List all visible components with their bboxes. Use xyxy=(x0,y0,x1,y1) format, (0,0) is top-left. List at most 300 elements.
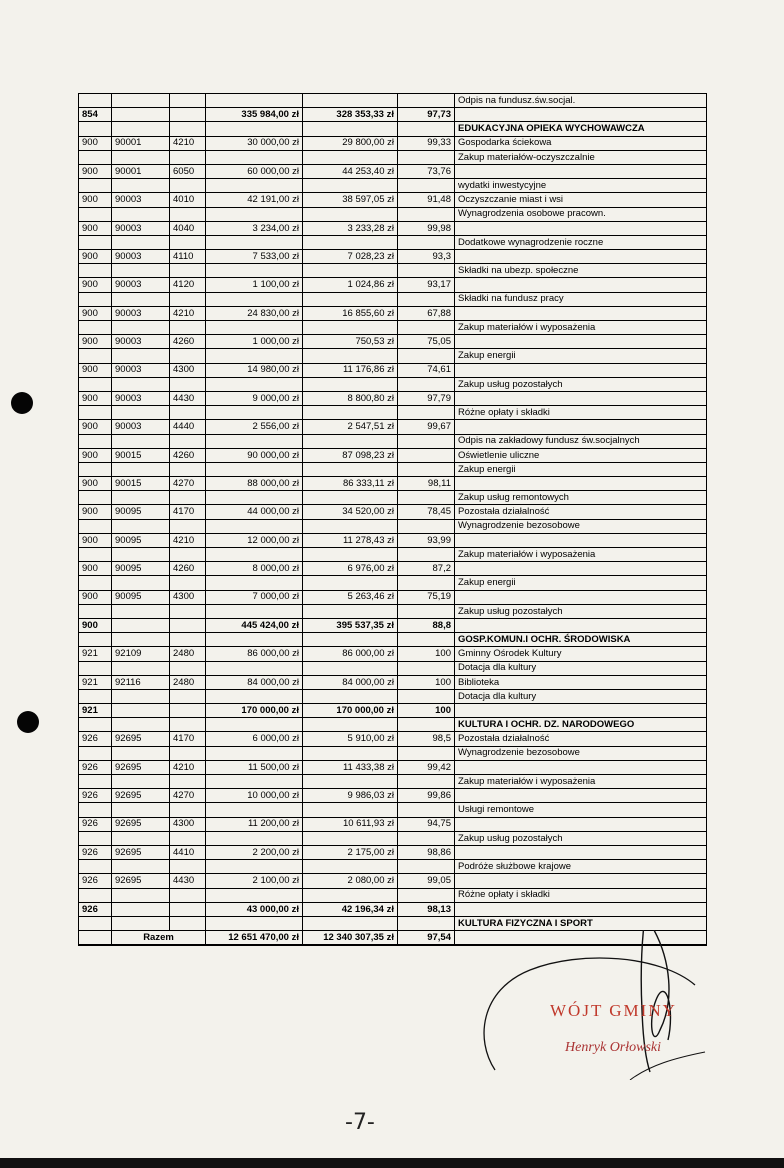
procent-cell: 98,86 xyxy=(398,845,455,859)
wykonanie-cell: 86 333,11 zł xyxy=(303,477,398,491)
rozdzial-cell xyxy=(112,150,170,164)
procent-cell: 100 xyxy=(398,647,455,661)
dzial-cell xyxy=(79,377,112,391)
description-cell: Zakup usług remontowych xyxy=(455,491,707,505)
dzial-cell: 926 xyxy=(79,760,112,774)
wykonanie-cell: 11 433,38 zł xyxy=(303,760,398,774)
table-row xyxy=(79,732,707,746)
plan-cell: 9 000,00 zł xyxy=(206,391,303,405)
table-row xyxy=(79,633,707,647)
procent-cell: 100 xyxy=(398,704,455,718)
plan-cell xyxy=(206,746,303,760)
plan-cell xyxy=(206,548,303,562)
table-row xyxy=(79,363,707,377)
procent-cell xyxy=(398,207,455,221)
description-cell: Różne opłaty i składki xyxy=(455,888,707,902)
table-row xyxy=(79,250,707,264)
rozdzial-cell xyxy=(112,831,170,845)
rozdzial-cell: 90003 xyxy=(112,363,170,377)
paragraf-cell xyxy=(170,321,206,335)
paragraf-cell: 4010 xyxy=(170,193,206,207)
wykonanie-cell xyxy=(303,661,398,675)
rozdzial-cell: 92116 xyxy=(112,675,170,689)
table-row xyxy=(79,193,707,207)
paragraf-cell xyxy=(170,150,206,164)
dzial-cell: 900 xyxy=(79,363,112,377)
table-row xyxy=(79,590,707,604)
paragraf-cell: 4270 xyxy=(170,789,206,803)
wykonanie-cell: 10 611,93 zł xyxy=(303,817,398,831)
description-cell: wydatki inwestycyjne xyxy=(455,179,707,193)
table-row xyxy=(79,675,707,689)
wykonanie-cell: 86 000,00 zł xyxy=(303,647,398,661)
plan-cell xyxy=(206,775,303,789)
paragraf-cell: 4430 xyxy=(170,874,206,888)
plan-cell: 10 000,00 zł xyxy=(206,789,303,803)
wykonanie-cell xyxy=(303,775,398,789)
paragraf-cell: 4210 xyxy=(170,306,206,320)
wykonanie-cell xyxy=(303,179,398,193)
description-cell: Gospodarka ściekowa xyxy=(455,136,707,150)
wykonanie-cell: 16 855,60 zł xyxy=(303,306,398,320)
table-row xyxy=(79,888,707,902)
dzial-cell xyxy=(79,548,112,562)
paragraf-cell xyxy=(170,604,206,618)
wykonanie-cell xyxy=(303,746,398,760)
description-cell: Wynagrodzenie bezosobowe xyxy=(455,519,707,533)
dzial-cell: 900 xyxy=(79,250,112,264)
description-cell: Pozostała działalność xyxy=(455,505,707,519)
description-cell: Zakup usług pozostałych xyxy=(455,604,707,618)
paragraf-cell: 4430 xyxy=(170,391,206,405)
description-cell xyxy=(455,704,707,718)
rozdzial-cell xyxy=(112,746,170,760)
dzial-cell xyxy=(79,207,112,221)
description-cell: Dodatkowe wynagrodzenie roczne xyxy=(455,235,707,249)
wykonanie-cell: 29 800,00 zł xyxy=(303,136,398,150)
description-cell: Różne opłaty i składki xyxy=(455,406,707,420)
plan-cell: 7 000,00 zł xyxy=(206,590,303,604)
plan-cell: 14 980,00 zł xyxy=(206,363,303,377)
table-row xyxy=(79,136,707,150)
table-row xyxy=(79,207,707,221)
wykonanie-cell: 328 353,33 zł xyxy=(303,108,398,122)
description-cell xyxy=(455,874,707,888)
rozdzial-cell: 90003 xyxy=(112,306,170,320)
table-row xyxy=(79,349,707,363)
description-cell: Zakup energii xyxy=(455,462,707,476)
paragraf-cell: 4110 xyxy=(170,250,206,264)
description-cell: Zakup materiałów i wyposażenia xyxy=(455,775,707,789)
rozdzial-cell xyxy=(112,108,170,122)
paragraf-cell xyxy=(170,718,206,732)
plan-cell xyxy=(206,860,303,874)
page-number: -7- xyxy=(345,1110,375,1135)
dzial-cell: 854 xyxy=(79,108,112,122)
paragraf-cell xyxy=(170,860,206,874)
paragraf-cell xyxy=(170,888,206,902)
plan-cell: 1 100,00 zł xyxy=(206,278,303,292)
procent-cell: 73,76 xyxy=(398,164,455,178)
description-cell: Dotacja dla kultury xyxy=(455,689,707,703)
table-row xyxy=(79,94,707,108)
wykonanie-cell xyxy=(303,803,398,817)
rozdzial-cell: 90095 xyxy=(112,562,170,576)
procent-cell: 99,05 xyxy=(398,874,455,888)
dzial-cell xyxy=(79,689,112,703)
wykonanie-cell xyxy=(303,264,398,278)
paragraf-cell xyxy=(170,491,206,505)
table-row xyxy=(79,462,707,476)
rozdzial-cell xyxy=(112,689,170,703)
dzial-cell xyxy=(79,803,112,817)
paragraf-cell: 4170 xyxy=(170,505,206,519)
dzial-cell xyxy=(79,746,112,760)
procent-cell xyxy=(398,122,455,136)
wykonanie-cell xyxy=(303,150,398,164)
dzial-cell: 900 xyxy=(79,448,112,462)
punch-hole-top xyxy=(11,392,33,414)
rozdzial-cell xyxy=(112,803,170,817)
wykonanie-cell xyxy=(303,548,398,562)
plan-cell: 24 830,00 zł xyxy=(206,306,303,320)
rozdzial-cell xyxy=(112,718,170,732)
table-row xyxy=(79,406,707,420)
rozdzial-cell: 90095 xyxy=(112,590,170,604)
razem-label-cell: Razem xyxy=(112,931,206,946)
procent-cell xyxy=(398,448,455,462)
wykonanie-cell xyxy=(303,349,398,363)
paragraf-cell xyxy=(170,179,206,193)
paragraf-cell xyxy=(170,462,206,476)
rozdzial-cell: 92109 xyxy=(112,647,170,661)
description-cell: KULTURA I OCHR. DZ. NARODOWEGO xyxy=(455,718,707,732)
plan-cell xyxy=(206,292,303,306)
paragraf-cell xyxy=(170,207,206,221)
paragraf-cell: 4210 xyxy=(170,760,206,774)
plan-cell xyxy=(206,633,303,647)
plan-cell xyxy=(206,689,303,703)
dzial-cell: 900 xyxy=(79,278,112,292)
rozdzial-cell: 90003 xyxy=(112,193,170,207)
plan-cell: 2 556,00 zł xyxy=(206,420,303,434)
rozdzial-cell xyxy=(112,618,170,632)
procent-cell xyxy=(398,434,455,448)
procent-cell: 75,19 xyxy=(398,590,455,604)
rozdzial-cell: 90003 xyxy=(112,335,170,349)
dzial-cell xyxy=(79,179,112,193)
procent-cell: 67,88 xyxy=(398,306,455,320)
table-row xyxy=(79,647,707,661)
dzial-cell xyxy=(79,633,112,647)
dzial-cell: 900 xyxy=(79,505,112,519)
description-cell xyxy=(455,590,707,604)
plan-cell: 42 191,00 zł xyxy=(206,193,303,207)
rozdzial-cell xyxy=(112,462,170,476)
description-cell: Zakup materiałów i wyposażenia xyxy=(455,321,707,335)
rozdzial-cell xyxy=(112,902,170,916)
plan-cell: 2 100,00 zł xyxy=(206,874,303,888)
description-cell xyxy=(455,533,707,547)
rozdzial-cell xyxy=(112,491,170,505)
plan-cell xyxy=(206,150,303,164)
total-row xyxy=(79,704,707,718)
procent-cell: 98,13 xyxy=(398,902,455,916)
procent-cell xyxy=(398,235,455,249)
razem-wykonanie-cell: 12 340 307,35 zł xyxy=(303,931,398,946)
table-row xyxy=(79,548,707,562)
rozdzial-cell: 90015 xyxy=(112,477,170,491)
paragraf-cell xyxy=(170,618,206,632)
dzial-cell xyxy=(79,775,112,789)
procent-cell xyxy=(398,292,455,306)
dzial-cell xyxy=(79,718,112,732)
procent-cell: 99,98 xyxy=(398,221,455,235)
wykonanie-cell xyxy=(303,292,398,306)
rozdzial-cell xyxy=(112,122,170,136)
procent-cell xyxy=(398,576,455,590)
table-row xyxy=(79,831,707,845)
table-row xyxy=(79,916,707,930)
procent-cell: 99,86 xyxy=(398,789,455,803)
rozdzial-cell: 90015 xyxy=(112,448,170,462)
rozdzial-cell xyxy=(112,179,170,193)
plan-cell: 170 000,00 zł xyxy=(206,704,303,718)
paragraf-cell xyxy=(170,122,206,136)
wykonanie-cell: 5 263,46 zł xyxy=(303,590,398,604)
paragraf-cell: 4300 xyxy=(170,363,206,377)
table-row xyxy=(79,477,707,491)
table-row xyxy=(79,179,707,193)
table-row xyxy=(79,760,707,774)
dzial-cell: 926 xyxy=(79,845,112,859)
table-row xyxy=(79,860,707,874)
plan-cell: 8 000,00 zł xyxy=(206,562,303,576)
description-cell: Oczyszczanie miast i wsi xyxy=(455,193,707,207)
procent-cell: 93,17 xyxy=(398,278,455,292)
plan-cell: 1 000,00 zł xyxy=(206,335,303,349)
rozdzial-cell xyxy=(112,321,170,335)
description-cell: Składki na fundusz pracy xyxy=(455,292,707,306)
procent-cell xyxy=(398,916,455,930)
paragraf-cell: 4210 xyxy=(170,533,206,547)
plan-cell: 7 533,00 zł xyxy=(206,250,303,264)
table-row xyxy=(79,845,707,859)
rozdzial-cell: 90003 xyxy=(112,250,170,264)
rozdzial-cell: 90003 xyxy=(112,278,170,292)
description-cell xyxy=(455,845,707,859)
paragraf-cell: 4210 xyxy=(170,136,206,150)
description-cell xyxy=(455,420,707,434)
rozdzial-cell: 92695 xyxy=(112,760,170,774)
plan-cell xyxy=(206,406,303,420)
table-row xyxy=(79,377,707,391)
wykonanie-cell xyxy=(303,718,398,732)
paragraf-cell: 6050 xyxy=(170,164,206,178)
total-row xyxy=(79,108,707,122)
plan-cell xyxy=(206,803,303,817)
description-cell: Wynagrodzenie bezosobowe xyxy=(455,746,707,760)
stamp-name: Henryk Orłowski xyxy=(565,1040,662,1055)
dzial-cell xyxy=(79,576,112,590)
procent-cell xyxy=(398,860,455,874)
paragraf-cell xyxy=(170,94,206,108)
paragraf-cell xyxy=(170,831,206,845)
rozdzial-cell xyxy=(112,349,170,363)
dzial-cell xyxy=(79,462,112,476)
wykonanie-cell: 7 028,23 zł xyxy=(303,250,398,264)
wykonanie-cell: 8 800,80 zł xyxy=(303,391,398,405)
table-row xyxy=(79,278,707,292)
description-cell: Zakup usług pozostałych xyxy=(455,831,707,845)
procent-cell: 98,11 xyxy=(398,477,455,491)
paragraf-cell xyxy=(170,661,206,675)
procent-cell: 99,33 xyxy=(398,136,455,150)
wykonanie-cell xyxy=(303,235,398,249)
rozdzial-cell xyxy=(112,264,170,278)
wykonanie-cell: 2 175,00 zł xyxy=(303,845,398,859)
description-cell: Zakup materiałów i wyposażenia xyxy=(455,548,707,562)
dzial-cell xyxy=(79,150,112,164)
description-cell xyxy=(455,817,707,831)
table-row xyxy=(79,562,707,576)
rozdzial-cell: 92695 xyxy=(112,789,170,803)
wykonanie-cell: 5 910,00 zł xyxy=(303,732,398,746)
paragraf-cell: 4300 xyxy=(170,590,206,604)
description-cell xyxy=(455,250,707,264)
rozdzial-cell xyxy=(112,235,170,249)
paragraf-cell xyxy=(170,902,206,916)
plan-cell xyxy=(206,179,303,193)
description-cell: Usługi remontowe xyxy=(455,803,707,817)
wykonanie-cell xyxy=(303,888,398,902)
dzial-cell: 926 xyxy=(79,817,112,831)
rozdzial-cell: 90001 xyxy=(112,164,170,178)
budget-table xyxy=(78,93,707,946)
paragraf-cell: 2480 xyxy=(170,647,206,661)
rozdzial-cell xyxy=(112,576,170,590)
plan-cell xyxy=(206,604,303,618)
description-cell xyxy=(455,164,707,178)
plan-cell xyxy=(206,718,303,732)
dzial-cell xyxy=(79,916,112,930)
description-cell xyxy=(455,306,707,320)
plan-cell xyxy=(206,377,303,391)
signature-underline xyxy=(630,1052,705,1080)
procent-cell xyxy=(398,377,455,391)
dzial-cell xyxy=(79,406,112,420)
plan-cell xyxy=(206,349,303,363)
description-cell: Dotacja dla kultury xyxy=(455,661,707,675)
dzial-cell: 900 xyxy=(79,306,112,320)
description-cell: Gminny Ośrodek Kultury xyxy=(455,647,707,661)
description-cell xyxy=(455,618,707,632)
plan-cell xyxy=(206,888,303,902)
paragraf-cell: 4440 xyxy=(170,420,206,434)
plan-cell xyxy=(206,831,303,845)
plan-cell: 60 000,00 zł xyxy=(206,164,303,178)
plan-cell: 44 000,00 zł xyxy=(206,505,303,519)
paragraf-cell xyxy=(170,377,206,391)
description-cell xyxy=(455,477,707,491)
description-cell xyxy=(455,789,707,803)
description-cell xyxy=(455,391,707,405)
description-cell: Wynagrodzenia osobowe pracown. xyxy=(455,207,707,221)
procent-cell: 94,75 xyxy=(398,817,455,831)
table-row xyxy=(79,576,707,590)
table-row xyxy=(79,746,707,760)
plan-cell xyxy=(206,576,303,590)
procent-cell: 97,79 xyxy=(398,391,455,405)
procent-cell: 99,67 xyxy=(398,420,455,434)
signature-flourish xyxy=(652,930,671,1040)
plan-cell xyxy=(206,207,303,221)
paragraf-cell xyxy=(170,803,206,817)
wykonanie-cell: 44 253,40 zł xyxy=(303,164,398,178)
dzial-cell xyxy=(79,860,112,874)
procent-cell: 75,05 xyxy=(398,335,455,349)
table-row xyxy=(79,533,707,547)
total-row xyxy=(79,902,707,916)
wykonanie-cell xyxy=(303,916,398,930)
table-row xyxy=(79,803,707,817)
rozdzial-cell xyxy=(112,207,170,221)
plan-cell xyxy=(206,94,303,108)
wykonanie-cell: 750,53 zł xyxy=(303,335,398,349)
wykonanie-cell xyxy=(303,94,398,108)
paragraf-cell: 4120 xyxy=(170,278,206,292)
wykonanie-cell xyxy=(303,491,398,505)
dzial-cell: 900 xyxy=(79,193,112,207)
description-cell xyxy=(455,363,707,377)
paragraf-cell: 4300 xyxy=(170,817,206,831)
plan-cell: 90 000,00 zł xyxy=(206,448,303,462)
wykonanie-cell: 2 547,51 zł xyxy=(303,420,398,434)
paragraf-cell: 4040 xyxy=(170,221,206,235)
rozdzial-cell xyxy=(112,406,170,420)
description-cell: Podróże służbowe krajowe xyxy=(455,860,707,874)
table-row xyxy=(79,519,707,533)
table-row xyxy=(79,505,707,519)
table-row xyxy=(79,391,707,405)
stamp-title: WÓJT GMINY xyxy=(550,1001,677,1020)
wykonanie-cell: 395 537,35 zł xyxy=(303,618,398,632)
rozdzial-cell: 90095 xyxy=(112,533,170,547)
paragraf-cell: 4260 xyxy=(170,448,206,462)
table-row xyxy=(79,434,707,448)
budget-table-body xyxy=(79,94,707,946)
table-row xyxy=(79,335,707,349)
procent-cell: 74,61 xyxy=(398,363,455,377)
paragraf-cell xyxy=(170,264,206,278)
wykonanie-cell xyxy=(303,377,398,391)
paragraf-cell xyxy=(170,434,206,448)
description-cell xyxy=(455,278,707,292)
procent-cell xyxy=(398,519,455,533)
dzial-cell xyxy=(79,831,112,845)
wykonanie-cell: 11 278,43 zł xyxy=(303,533,398,547)
razem-plan-cell: 12 651 470,00 zł xyxy=(206,931,303,946)
description-cell: Zakup energii xyxy=(455,349,707,363)
rozdzial-cell: 92695 xyxy=(112,817,170,831)
wykonanie-cell xyxy=(303,406,398,420)
description-cell xyxy=(455,760,707,774)
description-cell: Oświetlenie uliczne xyxy=(455,448,707,462)
procent-cell xyxy=(398,604,455,618)
procent-cell: 99,42 xyxy=(398,760,455,774)
dzial-cell xyxy=(79,235,112,249)
dzial-cell: 926 xyxy=(79,732,112,746)
